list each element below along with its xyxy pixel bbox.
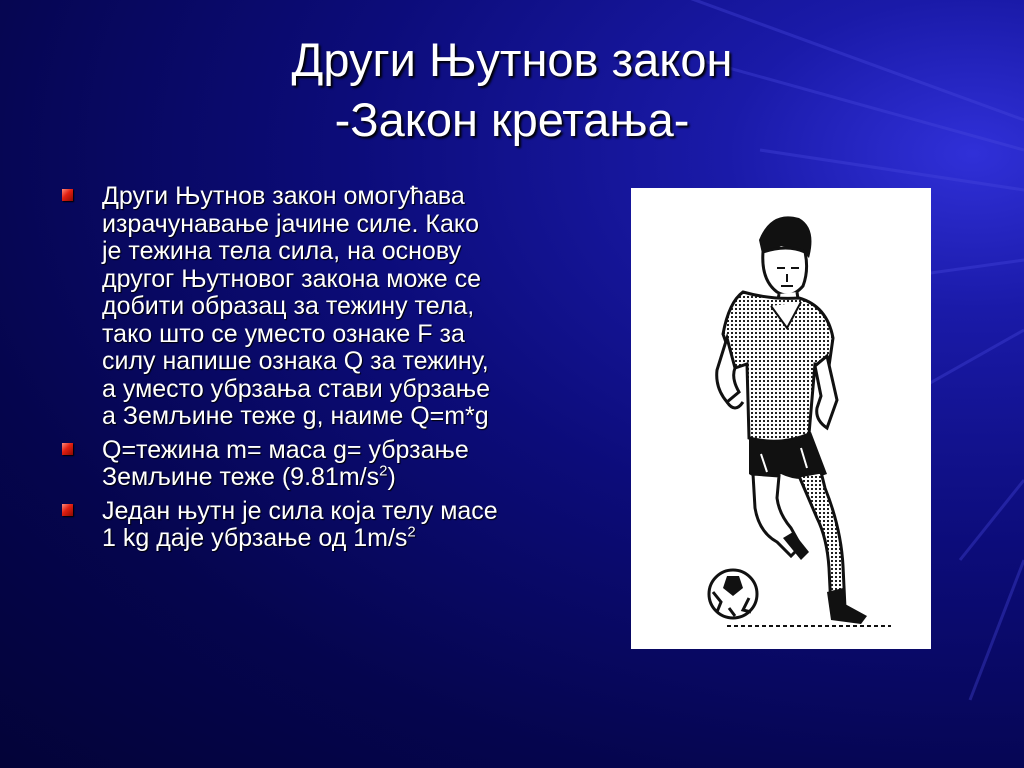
superscript: 2 xyxy=(379,462,388,480)
bullet-text-end: ) xyxy=(387,463,396,491)
bullet-square-icon xyxy=(62,189,73,201)
bullet-square-icon xyxy=(62,504,73,516)
bullet-item xyxy=(62,498,502,553)
football-player-icon xyxy=(631,188,931,649)
bullet-list xyxy=(62,183,502,559)
slide-title xyxy=(0,30,1024,150)
title-line-2: -Закон кретања- xyxy=(334,93,690,146)
bullet-square-icon xyxy=(62,443,73,455)
bullet-item xyxy=(62,437,502,492)
title-line-1: Други Њутнов закон xyxy=(291,33,733,86)
bullet-item xyxy=(62,183,502,431)
bullet-text: Други Њутнов закон омогућава израчунавање јачине силе. Како је тежина тела сила, на основу другог Њутновог закона може се добити образац за тежину тела, тако што се уместо ознаке F за силу напише ознака Q за тежину, а уместо убрзања стави убрзање а Земљине теже g, наиме Q=m*g xyxy=(102,182,491,430)
bullet-text: Један њутн је сила која телу масе 1 kg даје убрзање од 1m/s xyxy=(102,496,498,552)
football-player-image xyxy=(631,188,931,649)
bullet-text: Q=тежина m= маса g= убрзање Земљине теже (9.81m/s xyxy=(102,435,469,491)
superscript: 2 xyxy=(407,523,416,541)
